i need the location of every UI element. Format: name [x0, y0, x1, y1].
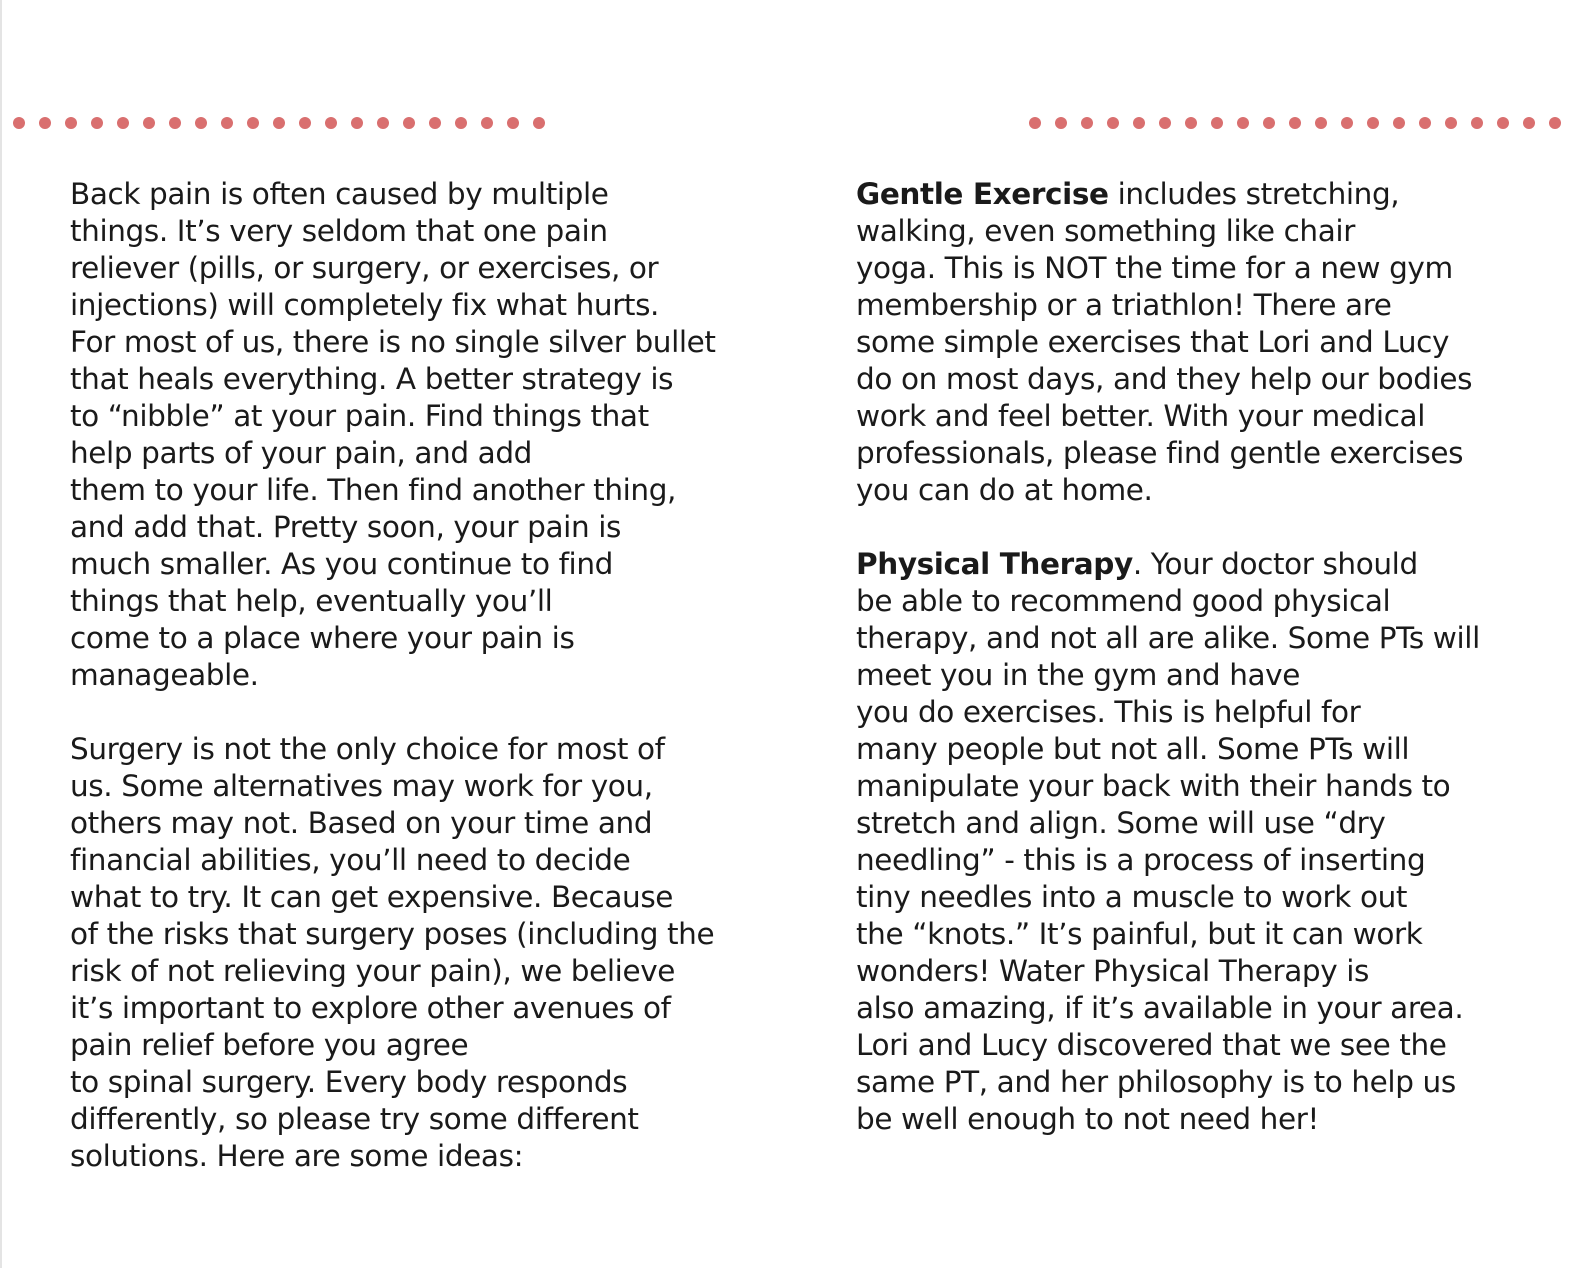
text-line: manipulate your back with their hands to [856, 769, 1451, 803]
physical-therapy-first-line [856, 546, 1556, 583]
decorative-dot [1315, 117, 1327, 129]
decorative-dot [195, 117, 207, 129]
text-line: walking, even something like chair [856, 214, 1355, 248]
text-line: manageable. [70, 658, 259, 692]
text-line: come to a place where your pain is [70, 621, 575, 655]
gentle-exercise-first-line [856, 176, 1556, 213]
decorative-dot [1445, 117, 1457, 129]
decorative-dot [1497, 117, 1509, 129]
decorative-dot [1367, 117, 1379, 129]
decorative-dot [403, 117, 415, 129]
decorative-dot [1549, 117, 1561, 129]
decorative-dot [1341, 117, 1353, 129]
text-line: Back pain is often caused by multiple [70, 177, 609, 211]
text-line: others may not. Based on your time and [70, 806, 653, 840]
decorative-dot [455, 117, 467, 129]
paragraph-surgery-alternatives [70, 731, 770, 1175]
text-line: membership or a triathlon! There are [856, 288, 1392, 322]
decorative-dot [507, 117, 519, 129]
gentle-exercise-first-line-text: includes stretching, [1108, 177, 1400, 211]
text-line: pain relief before you agree [70, 1028, 469, 1062]
text-line: the “knots.” It’s painful, but it can work [856, 917, 1423, 951]
text-line: it’s important to explore other avenues of [70, 991, 671, 1025]
left-text-column [70, 176, 770, 1175]
text-line: things that help, eventually you’ll [70, 584, 553, 618]
decorative-dot [1029, 117, 1041, 129]
text-line: financial abilities, you’ll need to decide [70, 843, 631, 877]
text-line: therapy, and not all are alike. Some PTs will [856, 621, 1480, 655]
section-physical-therapy [856, 546, 1556, 1138]
text-line: Surgery is not the only choice for most of [70, 732, 665, 766]
decorative-dot [1133, 117, 1145, 129]
text-line: us. Some alternatives may work for you, [70, 769, 653, 803]
decorative-dot [273, 117, 285, 129]
text-line: yoga. This is NOT the time for a new gym [856, 251, 1453, 285]
decorative-dot [247, 117, 259, 129]
text-line: injections) will completely fix what hurts. [70, 288, 660, 322]
text-line: to spinal surgery. Every body responds [70, 1065, 628, 1099]
decorative-dot [481, 117, 493, 129]
decorative-dot [143, 117, 155, 129]
text-line: solutions. Here are some ideas: [70, 1139, 524, 1173]
decorative-dot [1523, 117, 1535, 129]
text-line: needling” - this is a process of inserting [856, 843, 1426, 877]
decorative-dot [117, 117, 129, 129]
text-line: For most of us, there is no single silver bullet [70, 325, 716, 359]
decorative-dot [65, 117, 77, 129]
text-line: you can do at home. [856, 473, 1153, 507]
paragraph-back-pain-intro [70, 176, 770, 694]
text-line: many people but not all. Some PTs will [856, 732, 1410, 766]
decorative-dot [1081, 117, 1093, 129]
decorative-dot-row-right [1029, 116, 1575, 130]
decorative-dot [377, 117, 389, 129]
decorative-dot [39, 117, 51, 129]
text-line: wonders! Water Physical Therapy is [856, 954, 1370, 988]
decorative-dot [1055, 117, 1067, 129]
decorative-dot [1263, 117, 1275, 129]
decorative-dot [1289, 117, 1301, 129]
decorative-dot [1419, 117, 1431, 129]
text-line: that heals everything. A better strategy is [70, 362, 674, 396]
text-line: things. It’s very seldom that one pain [70, 214, 608, 248]
text-line: of the risks that surgery poses (including the [70, 917, 715, 951]
decorative-dot [1237, 117, 1249, 129]
text-line: tiny needles into a muscle to work out [856, 880, 1408, 914]
text-line: stretch and align. Some will use “dry [856, 806, 1386, 840]
text-line: and add that. Pretty soon, your pain is [70, 510, 621, 544]
decorative-dot [1159, 117, 1171, 129]
paragraph-spacer [70, 694, 770, 731]
text-line: professionals, please find gentle exercises [856, 436, 1464, 470]
text-line: same PT, and her philosophy is to help us [856, 1065, 1456, 1099]
decorative-dot [91, 117, 103, 129]
text-line: meet you in the gym and have [856, 658, 1300, 692]
text-line: reliever (pills, or surgery, or exercises, or [70, 251, 659, 285]
right-text-column [856, 176, 1556, 1138]
decorative-dot [429, 117, 441, 129]
gentle-exercise-heading: Gentle Exercise [856, 177, 1109, 211]
decorative-dot [1107, 117, 1119, 129]
text-line: to “nibble” at your pain. Find things that [70, 399, 649, 433]
text-line: you do exercises. This is helpful for [856, 695, 1361, 729]
text-line: risk of not relieving your pain), we believe [70, 954, 676, 988]
text-line: help parts of your pain, and add [70, 436, 532, 470]
decorative-dot [533, 117, 545, 129]
page-left-edge [0, 0, 2, 1268]
section-gentle-exercise [856, 176, 1556, 509]
decorative-dot [1211, 117, 1223, 129]
text-line: them to your life. Then find another thing, [70, 473, 677, 507]
decorative-dot [1471, 117, 1483, 129]
text-line: also amazing, if it’s available in your area. [856, 991, 1464, 1025]
text-line: Lori and Lucy discovered that we see the [856, 1028, 1447, 1062]
paragraph-spacer [856, 509, 1556, 546]
decorative-dot [221, 117, 233, 129]
text-line: be able to recommend good physical [856, 584, 1391, 618]
text-line: differently, so please try some different [70, 1102, 639, 1136]
text-line: some simple exercises that Lori and Lucy [856, 325, 1450, 359]
text-line: what to try. It can get expensive. Because [70, 880, 674, 914]
decorative-dot [1185, 117, 1197, 129]
text-line: do on most days, and they help our bodies [856, 362, 1473, 396]
decorative-dot [325, 117, 337, 129]
decorative-dot [351, 117, 363, 129]
decorative-dot [299, 117, 311, 129]
decorative-dot-row-left [13, 116, 559, 130]
physical-therapy-heading: Physical Therapy [856, 547, 1133, 581]
decorative-dot [1393, 117, 1405, 129]
text-line: much smaller. As you continue to find [70, 547, 613, 581]
decorative-dot [169, 117, 181, 129]
text-line: work and feel better. With your medical [856, 399, 1425, 433]
physical-therapy-first-line-text: . Your doctor should [1132, 547, 1418, 581]
decorative-dot [13, 117, 25, 129]
text-line: be well enough to not need her! [856, 1102, 1319, 1136]
